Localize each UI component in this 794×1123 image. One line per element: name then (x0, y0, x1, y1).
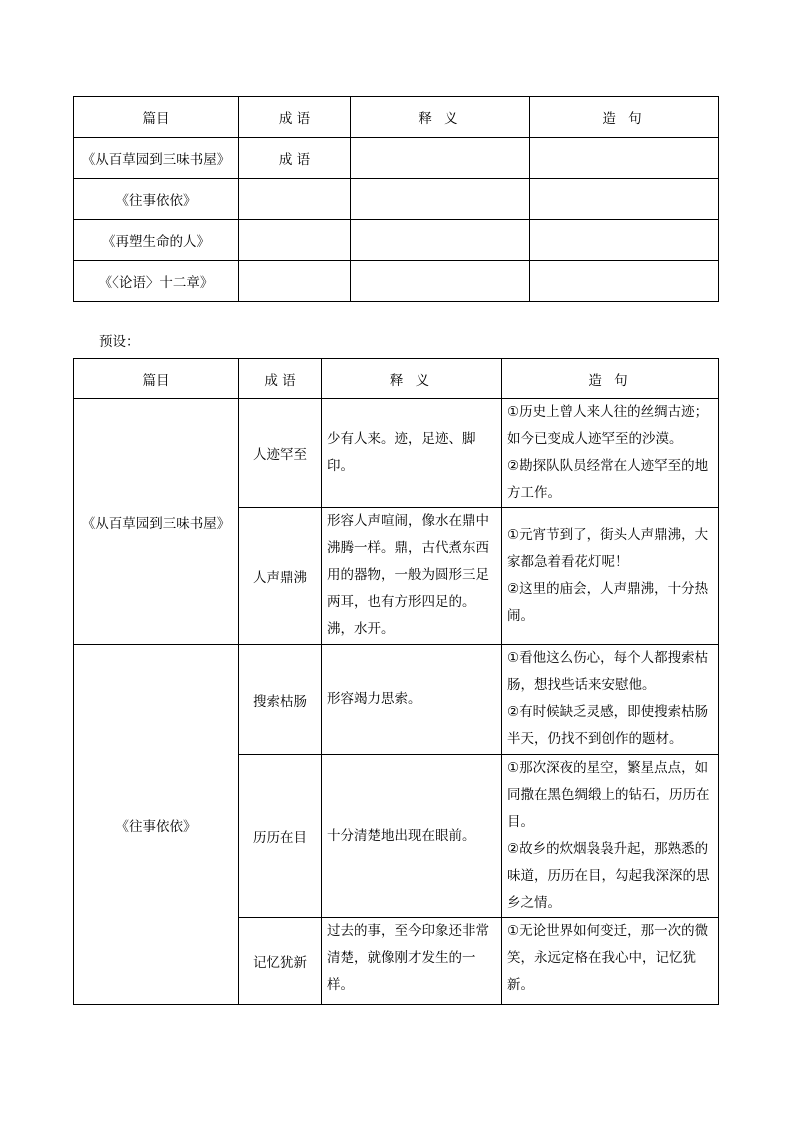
header-sentence: 造 句 (502, 359, 719, 399)
sentence-text: ①历史上曾人来人往的丝绸古迹；如今已变成人迹罕至的沙漠。 (507, 404, 709, 447)
cell-sentence (530, 138, 719, 179)
idiom-cell: 记忆犹新 (239, 918, 322, 1005)
sentence-cell (502, 755, 719, 918)
header-idiom: 成 语 (239, 359, 322, 399)
cell-title: 《再塑生命的人》 (74, 220, 239, 261)
table-row (74, 645, 719, 755)
meaning-cell: 形容竭力思索。 (322, 645, 502, 755)
cell-title: 《往事依依》 (74, 179, 239, 220)
idiom-cell: 人声鼎沸 (239, 508, 322, 645)
sentence-text: ①那次深夜的星空，繁星点点，如同撒在黑色绸缎上的钻石，历历在目。 (507, 760, 710, 830)
cell-idiom (239, 261, 351, 302)
sentence-text: ①看他这么伤心，每个人都搜索枯肠，想找些话来安慰他。 (507, 650, 709, 693)
sentence-cell (502, 399, 719, 508)
group-title: 《从百草园到三味书屋》 (74, 399, 239, 645)
cell-meaning (351, 138, 530, 179)
table-row (74, 261, 719, 302)
table-row (74, 220, 719, 261)
cell-idiom: 成 语 (239, 138, 351, 179)
cell-meaning (351, 220, 530, 261)
sentence-cell (502, 508, 719, 645)
table-header-row (74, 359, 719, 399)
cell-sentence (530, 220, 719, 261)
idiom-cell: 历历在目 (239, 755, 322, 918)
group-title: 《往事依依》 (74, 645, 239, 1005)
table-row (74, 399, 719, 508)
cell-title: 《从百草园到三味书屋》 (74, 138, 239, 179)
cell-sentence (530, 179, 719, 220)
meaning-cell: 十分清楚地出现在眼前。 (322, 755, 502, 918)
header-sentence: 造 句 (530, 97, 719, 138)
cell-idiom (239, 220, 351, 261)
header-meaning: 释 义 (351, 97, 530, 138)
sentence-text: ②有时候缺乏灵感，即使搜索枯肠半天，仍找不到创作的题材。 (507, 704, 709, 747)
table-row (74, 179, 719, 220)
cell-meaning (351, 261, 530, 302)
sentence-text: ②故乡的炊烟袅袅升起，那熟悉的味道，历历在目，勾起我深深的思乡之情。 (507, 841, 710, 911)
cell-title: 《〈论语〉十二章》 (74, 261, 239, 302)
idiom-answer-table (73, 358, 719, 1005)
sentence-text: ②这里的庙会，人声鼎沸，十分热闹。 (507, 581, 709, 624)
cell-sentence (530, 261, 719, 302)
sentence-text: ②勘探队队员经常在人迹罕至的地方工作。 (507, 458, 709, 501)
header-title: 篇目 (74, 359, 239, 399)
idiom-task-table (73, 96, 719, 302)
header-idiom: 成 语 (239, 97, 351, 138)
table-row (74, 138, 719, 179)
sentence-cell (502, 645, 719, 755)
header-meaning: 释 义 (322, 359, 502, 399)
meaning-cell: 过去的事，至今印象还非常清楚，就像刚才发生的一样。 (322, 918, 502, 1005)
sentence-cell (502, 918, 719, 1005)
cell-idiom (239, 179, 351, 220)
preset-label: 预设： (99, 334, 140, 350)
sentence-text: ①无论世界如何变迁，那一次的微笑，永远定格在我心中，记忆犹新。 (507, 923, 709, 993)
idiom-cell: 人迹罕至 (239, 399, 322, 508)
sentence-text: ①元宵节到了，街头人声鼎沸，大家都急着看花灯呢！ (507, 527, 709, 570)
meaning-cell: 少有人来。迹，足迹、脚印。 (322, 399, 502, 508)
cell-meaning (351, 179, 530, 220)
header-title: 篇目 (74, 97, 239, 138)
meaning-cell: 形容人声喧闹，像水在鼎中沸腾一样。鼎，古代煮东西用的器物，一般为圆形三足两耳，也有方形四足的。沸，水开。 (322, 508, 502, 645)
idiom-cell: 搜索枯肠 (239, 645, 322, 755)
table-header-row (74, 97, 719, 138)
